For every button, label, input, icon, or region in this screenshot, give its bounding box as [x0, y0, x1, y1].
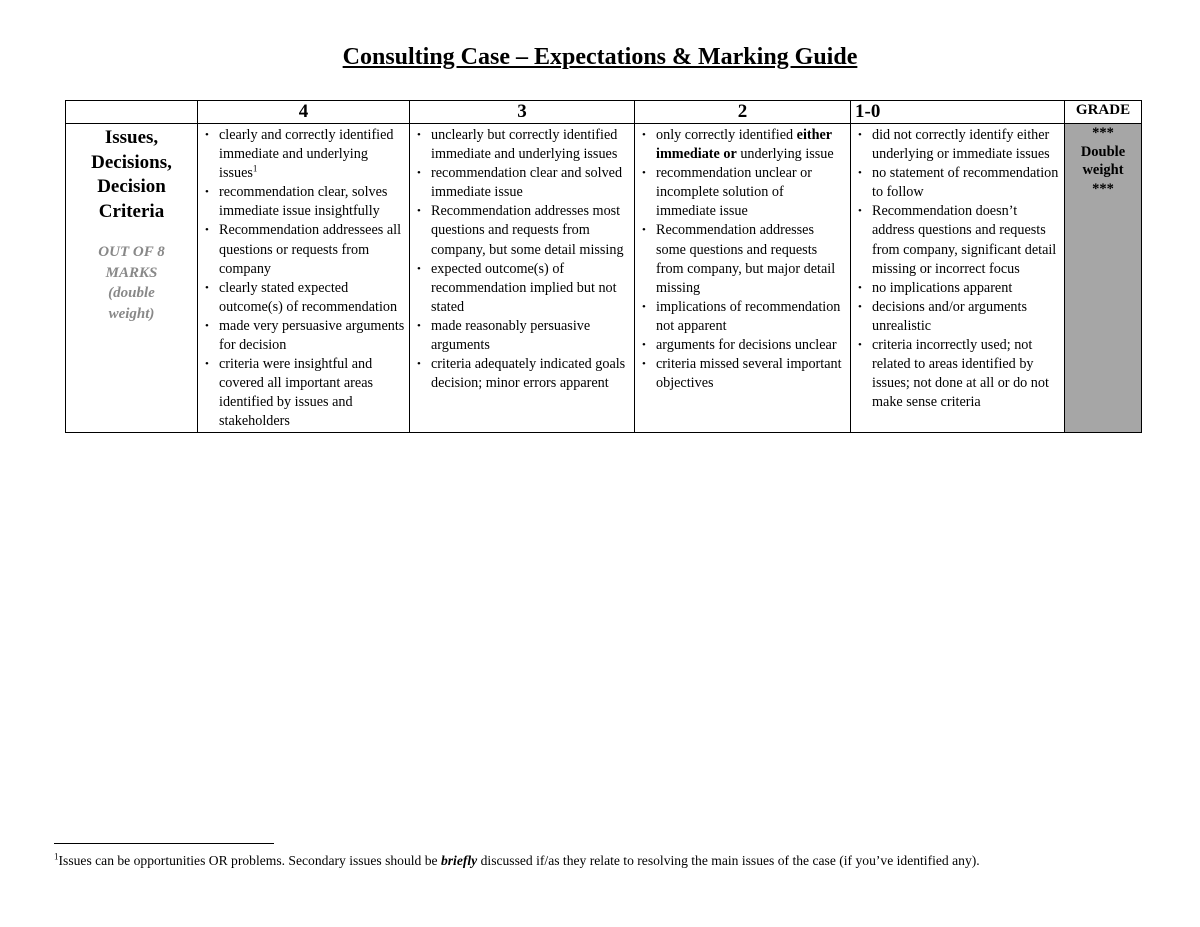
score-3-cell	[410, 124, 635, 433]
footnote	[54, 853, 980, 869]
score-4-cell	[198, 124, 410, 433]
score-4-list	[198, 124, 409, 432]
rubric-bullet-text: clearly and correctly identified immediate and underlying issues	[219, 127, 394, 182]
rubric-bullet: • made very persuasive arguments for decision	[202, 317, 405, 355]
rubric-bullet: • clearly stated expected outcome(s) of recommendation	[202, 279, 405, 317]
rubric-bullet: • decisions and/or arguments unrealistic	[855, 298, 1060, 336]
score-3-list	[410, 124, 634, 393]
criterion-header-cell	[66, 101, 198, 124]
grade-note-line: ***	[1092, 125, 1114, 141]
rubric-bullet: • recommendation clear and solved immediate issue	[414, 164, 630, 202]
marks-line: MARKS	[105, 264, 158, 281]
rubric-bullet: • did not correctly identify either underlying or immediate issues	[855, 126, 1060, 164]
rubric-bullet	[202, 126, 405, 183]
score-2-cell	[635, 124, 851, 433]
score-1-0-list	[851, 124, 1064, 412]
rubric-bullet: • implications of recommendation not apparent	[639, 298, 846, 336]
criterion-title-line: Criteria	[98, 200, 165, 222]
rubric-bullet: • Recommendation addresses most questions and requests from company, but some detail missing	[414, 202, 630, 259]
criterion-title	[66, 126, 197, 224]
criterion-cell	[66, 124, 198, 433]
grade-note-line: Double	[1080, 143, 1126, 160]
rubric-bullet: • recommendation unclear or incomplete solution of immediate issue	[639, 164, 846, 221]
rubric-bullet: • no statement of recommendation to follow	[855, 164, 1060, 202]
rubric-criterion-row	[66, 124, 1142, 433]
rubric-bullet: • recommendation clear, solves immediate issue insightfully	[202, 183, 405, 221]
rubric-bullet-text: underlying issue	[736, 146, 834, 163]
rubric-bullet-emphasis: either immediate or	[656, 127, 832, 163]
criterion-marks-note	[66, 242, 197, 324]
marks-line: OUT OF 8	[98, 244, 165, 260]
footnote-emphasis: briefly	[440, 853, 478, 868]
footnote-text: Issues can be opportunities OR problems. Secondary issues should be	[58, 853, 441, 868]
grade-header: GRADE	[1065, 101, 1142, 124]
criterion-title-line: Issues,	[104, 127, 159, 148]
rubric-bullet: • Recommendation addressees all questions or requests from company	[202, 221, 405, 278]
rubric-bullet: • expected outcome(s) of recommendation implied but not stated	[414, 260, 630, 317]
score-2-header: 2	[635, 101, 851, 124]
rubric-bullet: • made reasonably persuasive arguments	[414, 317, 630, 355]
rubric-bullet: • Recommendation doesn’t address questions and requests from company, significant detail missing or incorrect focus	[855, 202, 1060, 278]
rubric-bullet-text: only correctly identified	[656, 127, 797, 143]
score-4-header: 4	[198, 101, 410, 124]
footnote-reference: 1	[252, 163, 258, 174]
rubric-bullet: • no implications apparent	[855, 279, 1060, 298]
rubric-bullet: • criteria incorrectly used; not related to areas identified by issues; not done at all or do not make sense criteria	[855, 336, 1060, 412]
footnote-marker: 1	[54, 851, 59, 862]
page-title: Consulting Case – Expectations & Marking Guide	[342, 44, 858, 70]
score-3-header: 3	[410, 101, 635, 124]
footnote-text: discussed if/as they relate to resolving the main issues of the case (if you’ve identified any).	[477, 853, 980, 868]
rubric-bullet	[639, 126, 846, 164]
rubric-bullet: • criteria were insightful and covered all important areas identified by issues and stakeholders	[202, 355, 405, 431]
grade-cell	[1065, 124, 1142, 433]
marks-line: weight)	[108, 305, 155, 322]
rubric-bullet: • arguments for decisions unclear	[639, 336, 846, 355]
criterion-title-line: Decisions,	[91, 151, 172, 173]
footnote-separator	[54, 843, 274, 844]
score-1-0-header: 1-0	[851, 101, 1065, 124]
rubric-bullet: • unclearly but correctly identified immediate and underlying issues	[414, 126, 630, 164]
rubric-header-row	[66, 101, 1142, 124]
rubric-bullet: • criteria missed several important objectives	[639, 355, 846, 393]
score-2-list	[635, 124, 850, 393]
criterion-title-line: Decision	[97, 176, 166, 197]
marks-line: (double	[108, 285, 155, 301]
grade-note-line: weight	[1082, 162, 1124, 178]
marking-rubric-table	[65, 100, 1142, 433]
rubric-bullet: • Recommendation addresses some questions and requests from company, but major detail missing	[639, 221, 846, 297]
score-1-0-cell	[851, 124, 1065, 433]
rubric-bullet: • criteria adequately indicated goals decision; minor errors apparent	[414, 355, 630, 393]
grade-note-line: ***	[1092, 180, 1114, 197]
